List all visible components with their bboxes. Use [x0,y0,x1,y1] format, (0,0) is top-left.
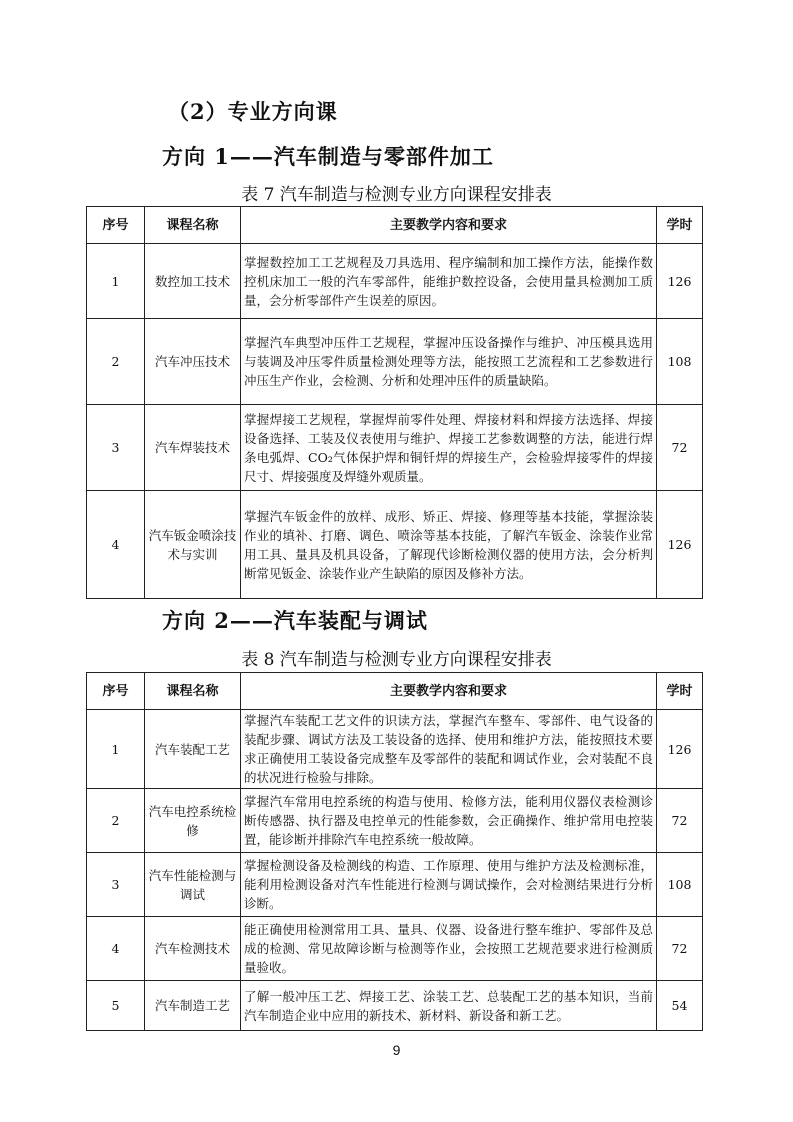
row-no: 1 [87,244,145,319]
row-content: 能正确使用检测常用工具、量具、仪器、设备进行整车维护、零部件及总成的检测、常见故障诊断与检测等作业，会按照工艺规范要求进行检测质量验收。 [241,917,657,981]
row-no: 4 [87,491,145,599]
row-course-name: 汽车冲压技术 [145,319,241,405]
row-course-name: 汽车焊装技术 [145,405,241,491]
table-row [87,319,703,405]
row-course-name: 汽车电控系统检修 [145,789,241,853]
table-row [87,981,703,1031]
table-row [87,853,703,917]
col-header-no: 序号 [87,673,145,710]
col-header-hours: 学时 [657,207,703,244]
table8-caption: 表 8 汽车制造与检测专业方向课程安排表 [241,650,552,670]
col-header-name: 课程名称 [145,207,241,244]
row-content: 掌握汽车典型冲压件工艺规程，掌握冲压设备操作与维护、冲压模具选用与装调及冲压零件质量检测处理等方法，能按照工艺流程和工艺参数进行冲压生产作业，会检测、分析和处理冲压件的质量缺陷。 [241,319,657,405]
table-row [87,405,703,491]
row-hours: 108 [657,853,703,917]
row-course-name: 汽车钣金喷涂技术与实训 [145,491,241,599]
direction1-heading: 方向 1——汽车制造与零部件加工 [162,144,494,169]
col-header-content: 主要教学内容和要求 [241,207,657,244]
table-header-row [87,673,703,710]
table8 [86,672,703,1031]
row-hours: 54 [657,981,703,1031]
row-no: 5 [87,981,145,1031]
row-hours: 126 [657,710,703,789]
row-course-name: 汽车装配工艺 [145,710,241,789]
row-content: 掌握焊接工艺规程，掌握焊前零件处理、焊接材料和焊接方法选择、焊接设备选择、工装及仪表使用与维护、焊接工艺参数调整的方法，能进行焊条电弧焊、CO₂气体保护焊和铜钎焊的焊接生产，会检验焊接零件的焊接尺寸、焊接强度及焊缝外观质量。 [241,405,657,491]
row-no: 1 [87,710,145,789]
row-no: 3 [87,853,145,917]
col-header-content: 主要教学内容和要求 [241,673,657,710]
table7 [86,206,703,599]
table-row [87,491,703,599]
row-content: 掌握汽车装配工艺文件的识读方法，掌握汽车整车、零部件、电气设备的装配步骤、调试方法及工装设备的选择、使用和维护方法，能按照技术要求正确使用工装设备完成整车及零部件的装配和调试作业，会对装配不良的状况进行检验与排除。 [241,710,657,789]
row-no: 2 [87,789,145,853]
row-hours: 126 [657,491,703,599]
row-no: 2 [87,319,145,405]
table-row [87,917,703,981]
row-course-name: 汽车制造工艺 [145,981,241,1031]
row-course-name: 汽车检测技术 [145,917,241,981]
row-content: 掌握汽车钣金件的放样、成形、矫正、焊接、修理等基本技能，掌握涂装作业的填补、打磨、调色、喷涂等基本技能，了解汽车钣金、涂装作业常用工具、量具及机具设备，了解现代诊断检测仪器的使用方法，会分析判断常见钣金、涂装作业产生缺陷的原因及修补方法。 [241,491,657,599]
col-header-name: 课程名称 [145,673,241,710]
col-header-no: 序号 [87,207,145,244]
direction2-heading: 方向 2——汽车装配与调试 [162,608,428,633]
table-row [87,789,703,853]
row-no: 4 [87,917,145,981]
row-content: 掌握数控加工工艺规程及刀具选用、程序编制和加工操作方法，能操作数控机床加工一般的汽车零部件，能维护数控设备，会使用量具检测加工质量，会分析零部件产生误差的原因。 [241,244,657,319]
table-header-row [87,207,703,244]
table-row [87,710,703,789]
row-content: 掌握检测设备及检测线的构造、工作原理、使用与维护方法及检测标准，能利用检测设备对汽车性能进行检测与调试操作，会对检测结果进行分析诊断。 [241,853,657,917]
row-hours: 126 [657,244,703,319]
row-hours: 72 [657,789,703,853]
row-content: 了解一般冲压工艺、焊接工艺、涂装工艺、总装配工艺的基本知识，当前汽车制造企业中应用的新技术、新材料、新设备和新工艺。 [241,981,657,1031]
col-header-hours: 学时 [657,673,703,710]
section-heading: （2）专业方向课 [168,99,338,124]
page-number: 9 [392,1042,401,1058]
row-hours: 72 [657,405,703,491]
row-hours: 108 [657,319,703,405]
row-course-name: 汽车性能检测与调试 [145,853,241,917]
row-content: 掌握汽车常用电控系统的构造与使用、检修方法，能利用仪器仪表检测诊断传感器、执行器及电控单元的性能参数，会正确操作、维护常用电控装置，能诊断并排除汽车电控系统一般故障。 [241,789,657,853]
row-course-name: 数控加工技术 [145,244,241,319]
table-row [87,244,703,319]
table7-caption: 表 7 汽车制造与检测专业方向课程安排表 [241,185,552,205]
row-hours: 72 [657,917,703,981]
row-no: 3 [87,405,145,491]
